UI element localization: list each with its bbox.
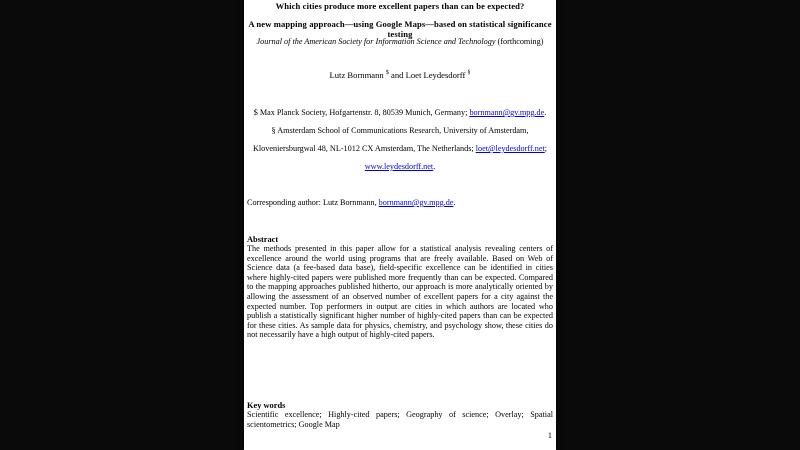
email-link-bornmann[interactable]: bornmann@gv.mpg.de <box>469 108 545 117</box>
journal-line <box>244 37 556 46</box>
affiliation-line-1 <box>244 108 556 117</box>
affiliation-1-text: $ Max Planck Society, Hofgartenstr. 8, 80539 Munich, Germany; <box>253 108 470 117</box>
page-number: 1 <box>547 431 552 440</box>
authors-separator: and <box>388 70 406 80</box>
keywords-text: Scientific excellence; Highly-cited papers; Geography of science; Overlay; Spatial scientometrics; Google Map <box>247 410 553 429</box>
affiliation-line-4 <box>244 162 556 171</box>
affiliation-3-semicolon: ; <box>544 144 548 153</box>
keywords-heading: Key words <box>247 401 286 410</box>
corresponding-email-link[interactable]: bornmann@gv.mpg.de <box>378 198 454 207</box>
abstract-text: The methods presented in this paper allow for a statistical analysis revealing centers of excellence around the world using programs that are freely available. Based on Web of Science data (a fee-based data base), field-specific excellence can be identified in cities where highly-cited papers were published more frequently than can be expected. Compared to the mapping approaches published hitherto, our approach is more analytically oriented by allowing the assessment of an observed number of excellent papers for a city against the expected number. Top performers in output are cities in which authors are located who publish a statistically significant higher number of highly-cited papers than can be expected for these cities. As sample data for physics, chemistry, and psychology show, these cities do not necessarily have a high output of highly-cited papers. <box>247 244 553 340</box>
affiliation-line-2: § Amsterdam School of Communications Research, University of Amsterdam, <box>271 126 529 135</box>
authors-line <box>244 70 556 80</box>
author-2-name: Loet Leydesdorff <box>405 70 466 80</box>
affiliation-1-period: . <box>544 108 547 117</box>
email-link-loet[interactable]: loet@leydesdorff.net <box>475 144 545 153</box>
corresponding-period: . <box>453 198 456 207</box>
journal-name: Journal of the American Society for Information Science and Technology <box>256 37 496 46</box>
abstract-heading: Abstract <box>247 235 279 244</box>
affiliation-line-3 <box>244 144 556 153</box>
author-1-name: Lutz Bornmann <box>329 70 384 80</box>
website-link-leydesdorff[interactable]: www.leydesdorff.net <box>364 162 434 171</box>
author-1-affiliation-mark: $ <box>385 70 389 77</box>
author-2-affiliation-mark: § <box>467 70 471 77</box>
corresponding-author-text: Corresponding author: Lutz Bornmann, <box>247 198 379 207</box>
paper-subtitle: A new mapping approach—using Google Maps—based on statistical significance testing <box>248 19 552 39</box>
document-page <box>244 0 556 450</box>
affiliation-3-text: Kloveniersburgwal 48, NL-1012 CX Amsterdam, The Netherlands; <box>252 144 476 153</box>
corresponding-author-line <box>244 198 556 207</box>
affiliation-4-period: . <box>433 162 436 171</box>
paper-title: Which cities produce more excellent papers than can be expected? <box>275 1 525 11</box>
journal-forthcoming: (forthcoming) <box>495 37 544 46</box>
